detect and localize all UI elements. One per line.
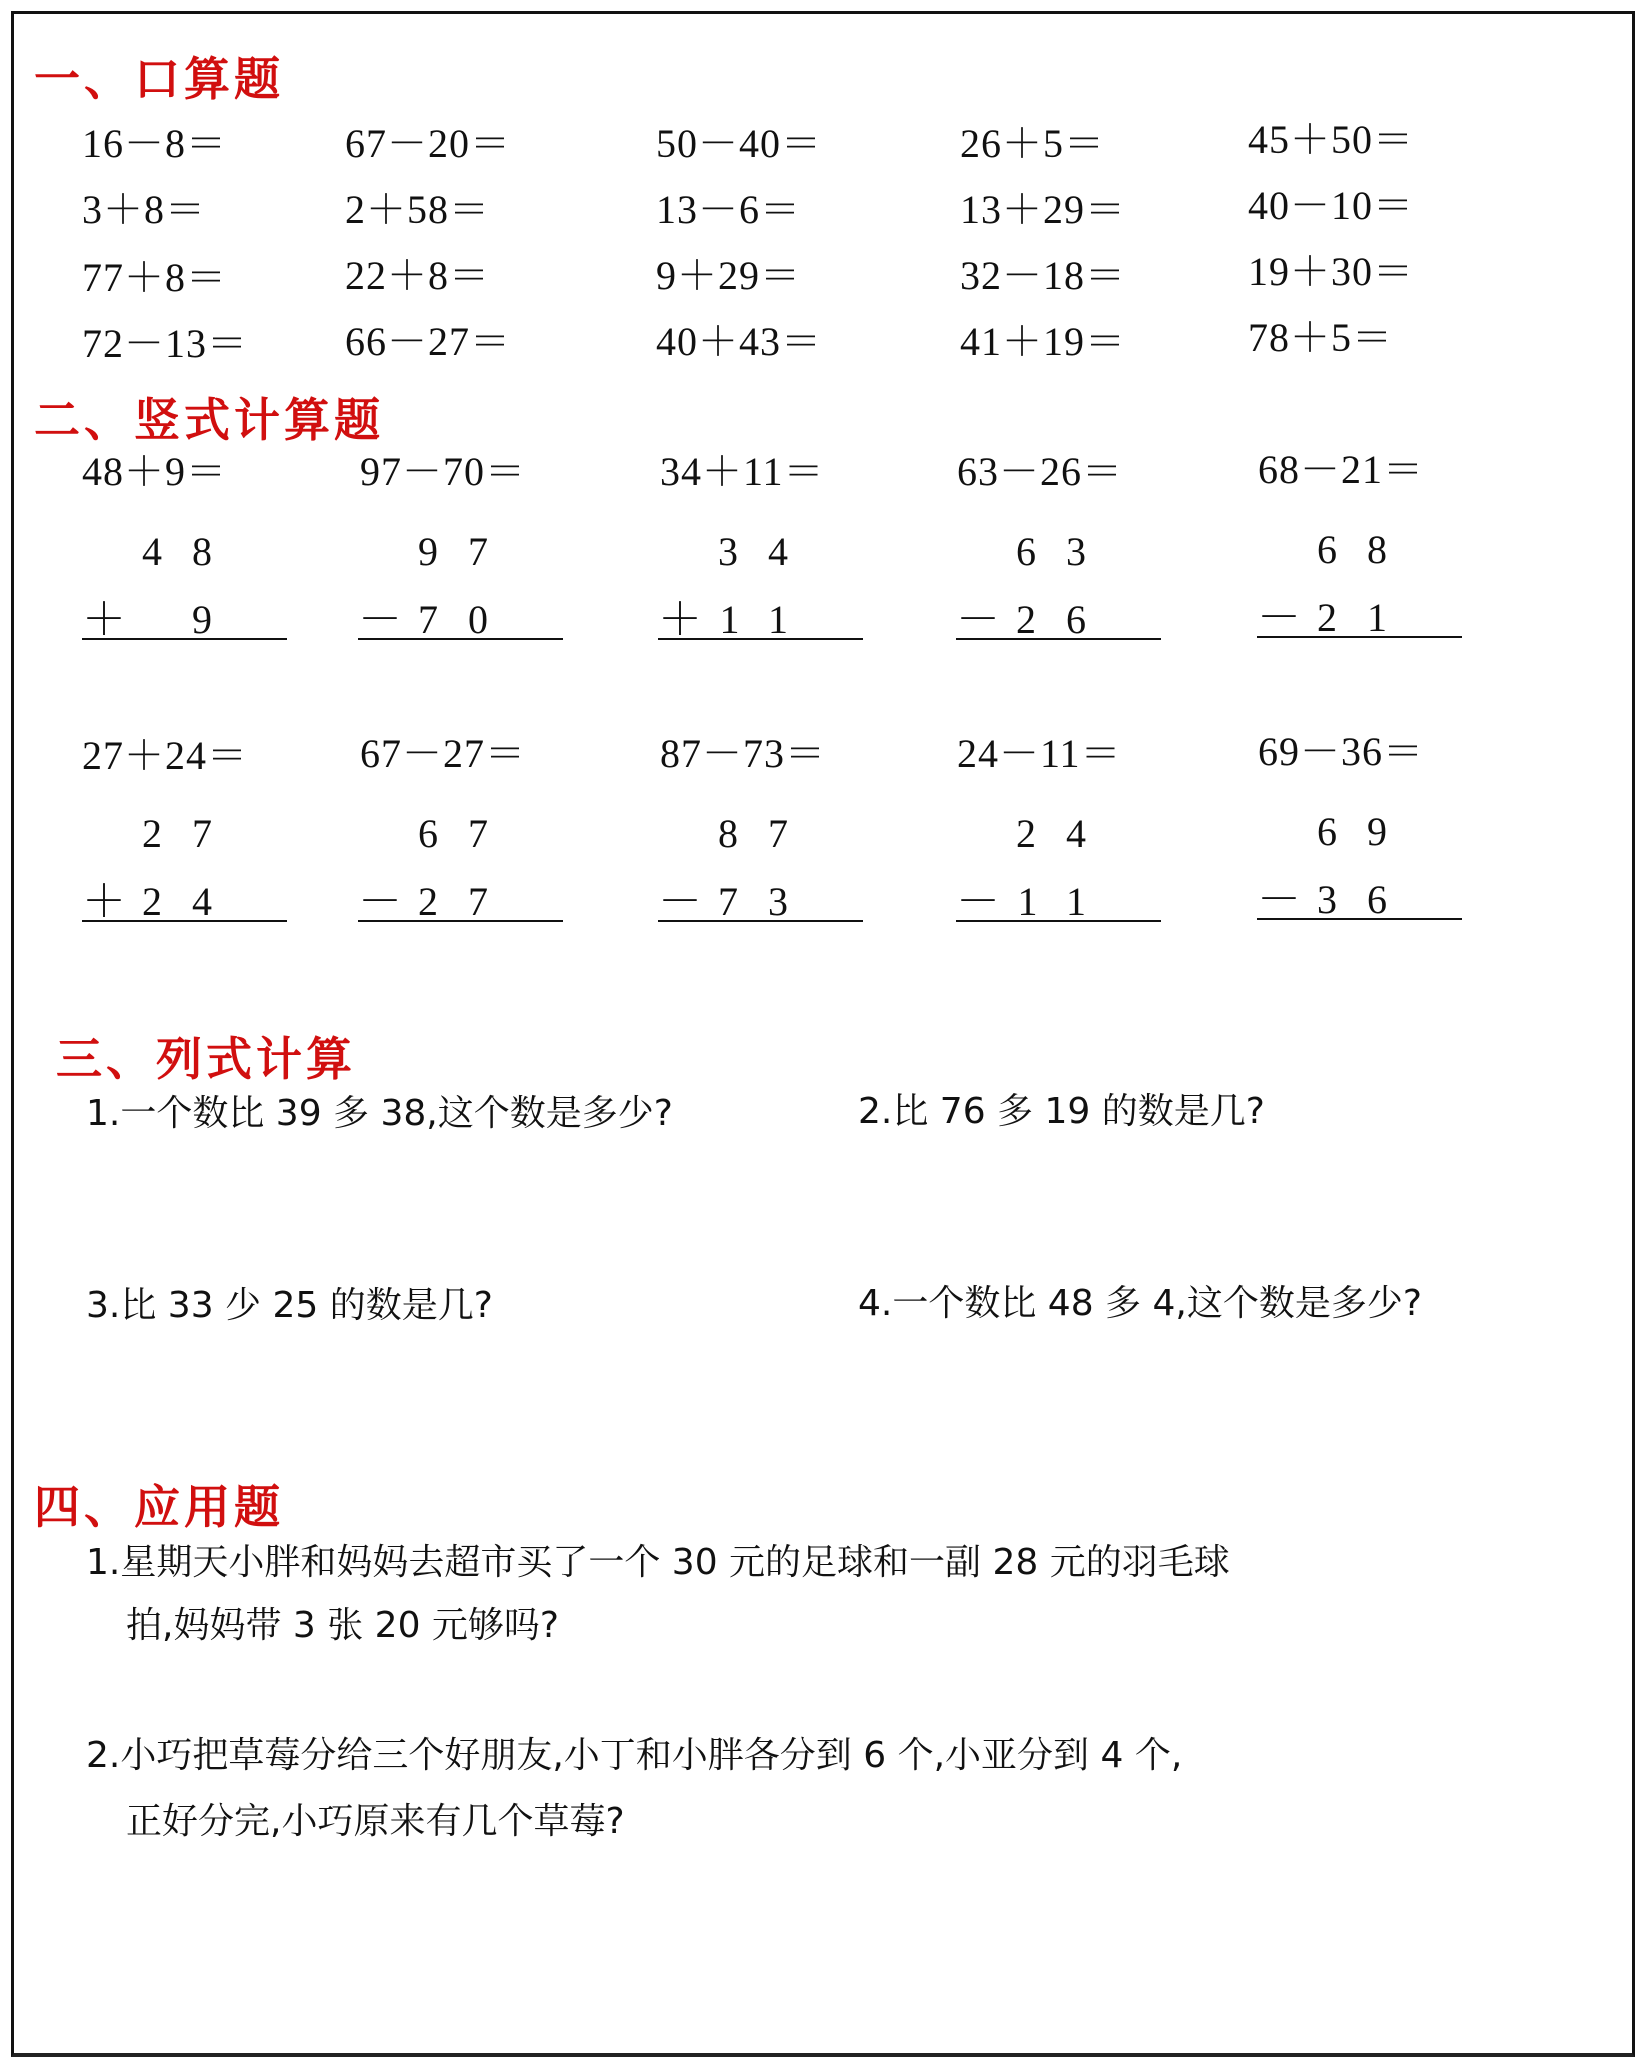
oral-calc-item: 67－20＝ xyxy=(345,121,511,166)
vertical-calc-equation: 87－73＝ xyxy=(660,731,826,776)
oral-calc-item: 22＋8＝ xyxy=(345,253,490,298)
vertical-bottom-number: 27 xyxy=(418,879,518,924)
vertical-bottom-number: 36 xyxy=(1317,877,1417,922)
vertical-top-number: 87 xyxy=(718,811,818,856)
vertical-bottom-number: 21 xyxy=(1317,595,1417,640)
answer-line xyxy=(658,638,863,640)
word-problem-line: 2.小巧把草莓分给三个好朋友,小丁和小胖各分到 6 个,小亚分到 4 个, xyxy=(86,1735,1183,1776)
equation-question: 4.一个数比 48 多 4,这个数是多少? xyxy=(858,1283,1422,1324)
section-title-word-problems: 四、应用题 xyxy=(34,1480,284,1534)
answer-line xyxy=(956,638,1161,640)
oral-calc-item: 50－40＝ xyxy=(656,121,822,166)
operator-sign: － xyxy=(658,877,702,926)
oral-calc-item: 9＋29＝ xyxy=(656,253,801,298)
answer-line xyxy=(1257,918,1462,920)
vertical-calc-equation: 97－70＝ xyxy=(360,449,526,494)
section-title-vertical-calculation: 二、竖式计算题 xyxy=(34,393,384,447)
answer-line xyxy=(358,638,563,640)
oral-calc-item: 19＋30＝ xyxy=(1248,249,1414,294)
vertical-calc-block xyxy=(82,529,287,644)
oral-calc-item: 16－8＝ xyxy=(82,121,227,166)
answer-line xyxy=(1257,636,1462,638)
vertical-calc-block xyxy=(658,529,863,644)
oral-calc-item: 78＋5＝ xyxy=(1248,315,1393,360)
vertical-calc-equation: 68－21＝ xyxy=(1258,447,1424,492)
vertical-calc-block xyxy=(1257,527,1462,642)
operator-sign: － xyxy=(1257,593,1301,642)
vertical-bottom-number: 73 xyxy=(718,879,818,924)
vertical-calc-block xyxy=(358,529,563,644)
vertical-calc-block xyxy=(82,811,287,926)
oral-calc-item: 40＋43＝ xyxy=(656,319,822,364)
answer-line xyxy=(82,920,287,922)
operator-sign: ＋ xyxy=(658,595,702,644)
vertical-calc-equation: 48＋9＝ xyxy=(82,449,227,494)
vertical-calc-block xyxy=(956,811,1161,926)
oral-calc-item: 72－13＝ xyxy=(82,321,248,366)
operator-sign: ＋ xyxy=(82,877,126,926)
oral-calc-item: 2＋58＝ xyxy=(345,187,490,232)
oral-calc-item: 3＋8＝ xyxy=(82,187,206,232)
oral-calc-item: 41＋19＝ xyxy=(960,319,1126,364)
vertical-calc-block xyxy=(956,529,1161,644)
answer-line xyxy=(358,920,563,922)
vertical-calc-equation: 34＋11＝ xyxy=(660,449,825,494)
oral-calc-item: 77＋8＝ xyxy=(82,255,227,300)
oral-calc-item: 66－27＝ xyxy=(345,319,511,364)
vertical-top-number: 69 xyxy=(1317,809,1417,854)
vertical-calc-block xyxy=(1257,809,1462,924)
vertical-top-number: 67 xyxy=(418,811,518,856)
vertical-calc-equation: 27＋24＝ xyxy=(82,733,248,778)
vertical-top-number: 27 xyxy=(142,811,242,856)
equation-question: 3.比 33 少 25 的数是几? xyxy=(86,1285,493,1326)
vertical-bottom-number: 26 xyxy=(1016,597,1116,642)
vertical-calc-equation: 63－26＝ xyxy=(957,449,1123,494)
section-title-oral-calculation: 一、口算题 xyxy=(34,52,284,106)
vertical-top-number: 97 xyxy=(418,529,518,574)
word-problem-line: 1.星期天小胖和妈妈去超市买了一个 30 元的足球和一副 28 元的羽毛球 xyxy=(86,1542,1230,1583)
answer-line xyxy=(82,638,287,640)
vertical-bottom-number: 70 xyxy=(418,597,518,642)
answer-line xyxy=(658,920,863,922)
section-title-equation-calculation: 三、列式计算 xyxy=(56,1032,356,1086)
vertical-calc-equation: 69－36＝ xyxy=(1258,729,1424,774)
vertical-bottom-number: 11 xyxy=(719,597,818,642)
vertical-calc-equation: 24－11＝ xyxy=(957,731,1122,776)
equation-question: 1.一个数比 39 多 38,这个数是多少? xyxy=(86,1093,673,1134)
oral-calc-item: 13－6＝ xyxy=(656,187,801,232)
vertical-top-number: 68 xyxy=(1317,527,1417,572)
vertical-bottom-number: 24 xyxy=(142,879,242,924)
operator-sign: － xyxy=(358,595,402,644)
operator-sign: － xyxy=(956,595,1000,644)
vertical-top-number: 34 xyxy=(718,529,818,574)
vertical-calc-block xyxy=(658,811,863,926)
operator-sign: － xyxy=(1257,875,1301,924)
vertical-calc-block xyxy=(358,811,563,926)
word-problem-line: 正好分完,小巧原来有几个草莓? xyxy=(126,1801,625,1842)
vertical-calc-equation: 67－27＝ xyxy=(360,731,526,776)
oral-calc-item: 13＋29＝ xyxy=(960,187,1126,232)
oral-calc-item: 40－10＝ xyxy=(1248,183,1414,228)
vertical-top-number: 24 xyxy=(1016,811,1116,856)
operator-sign: － xyxy=(956,877,1000,926)
operator-sign: － xyxy=(358,877,402,926)
oral-calc-item: 32－18＝ xyxy=(960,253,1126,298)
word-problem-line: 拍,妈妈带 3 张 20 元够吗? xyxy=(126,1605,560,1646)
vertical-top-number: 63 xyxy=(1016,529,1116,574)
vertical-top-number: 48 xyxy=(142,529,242,574)
answer-line xyxy=(956,920,1161,922)
vertical-bottom-number: 9 xyxy=(192,597,242,642)
oral-calc-item: 26＋5＝ xyxy=(960,121,1105,166)
equation-question: 2.比 76 多 19 的数是几? xyxy=(858,1091,1265,1132)
oral-calc-item: 45＋50＝ xyxy=(1248,117,1414,162)
operator-sign: ＋ xyxy=(82,595,126,644)
vertical-bottom-number: 11 xyxy=(1017,879,1116,924)
